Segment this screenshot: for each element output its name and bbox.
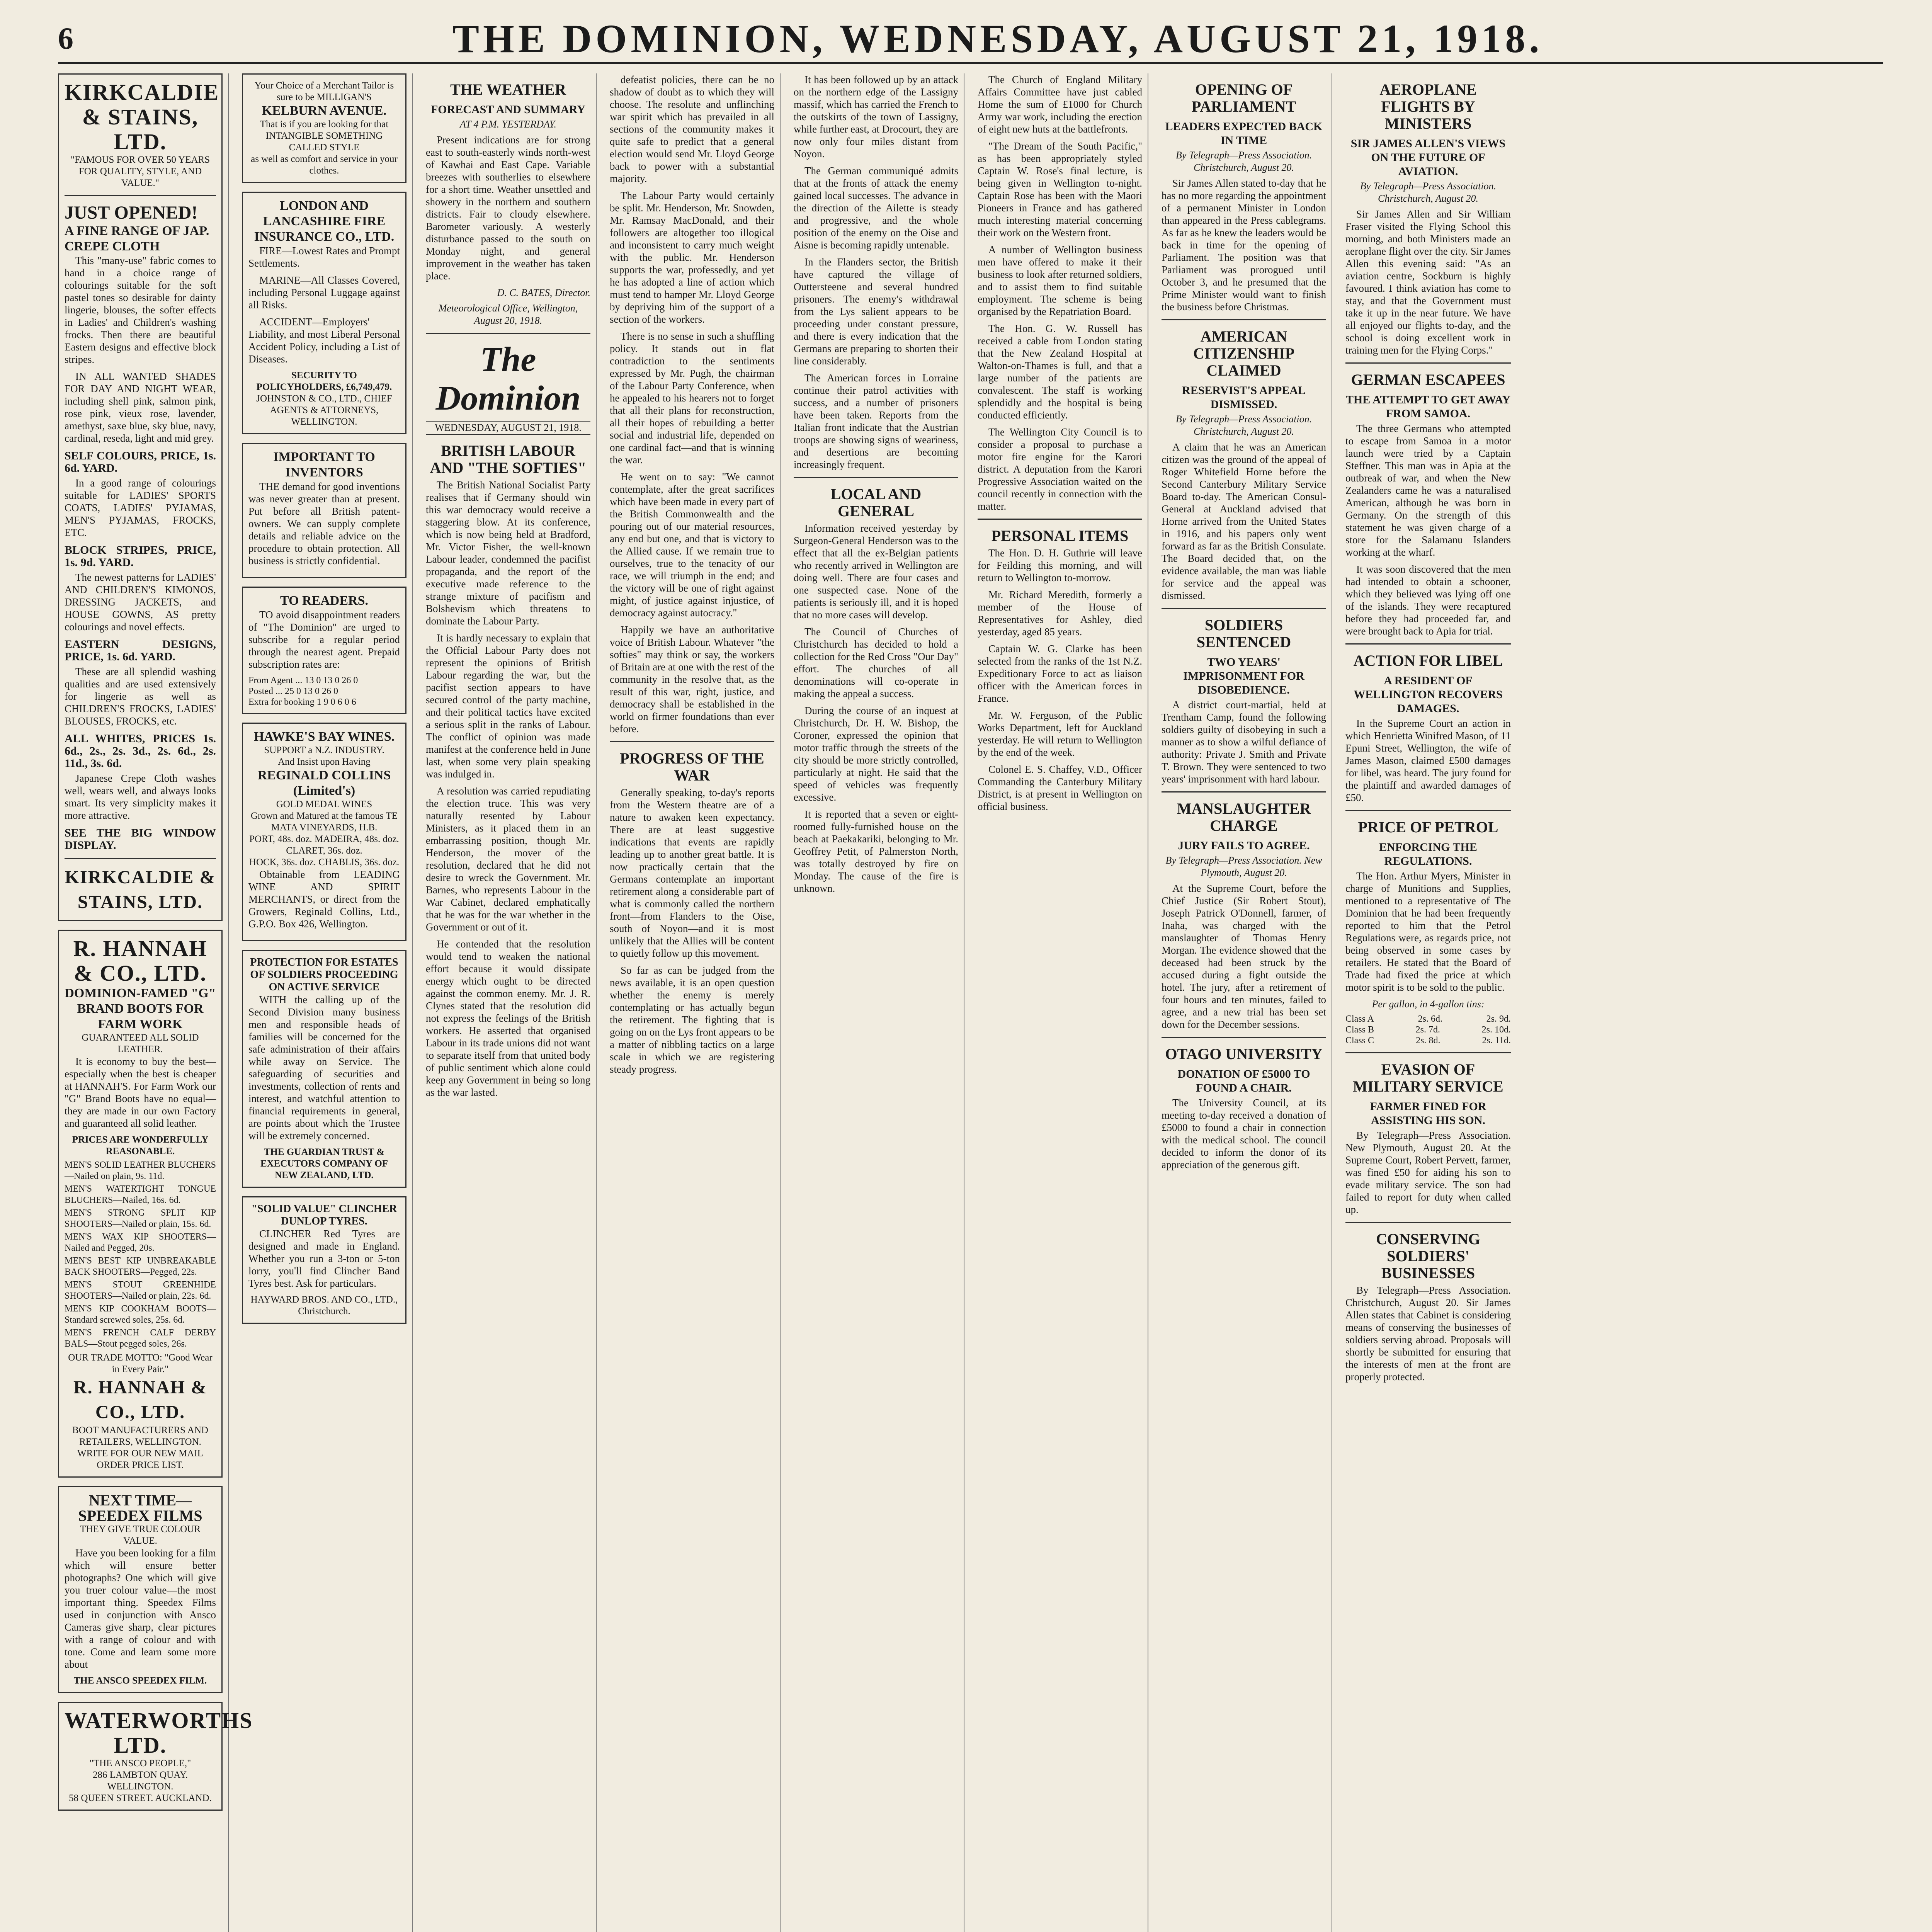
list-item: MEN'S WAX KIP SHOOTERS—Nailed and Pegged, 20s. — [65, 1232, 216, 1253]
list-item: MEN'S STOUT GREENHIDE SHOOTERS—Nailed or plain, 22s. 6d. — [65, 1280, 216, 1301]
ad-title: NEXT TIME—SPEEDEX FILMS — [78, 1492, 202, 1524]
petrol-table — [1345, 1014, 1511, 1046]
paragraph: The American forces in Lorraine continue their patrol activities with success, and a number of prisoners have been taken. Reports from the Italian front indicate that the Austrian troops are showing signs of weariness, and desertions are becoming increasingly frequent. — [794, 372, 958, 470]
ad-paragraph: IN ALL WANTED SHADES FOR DAY AND NIGHT WEAR, including shell pink, salmon pink, rose pink, vieux rose, lavender, amethyst, saxe blue, sky blue, navy, cardinal, reseda, light and mid grey. — [65, 371, 216, 444]
paragraph: At the Supreme Court, before the Chief Justice (Sir Robert Stout), Joseph Patrick O'Donnell, farmer, of Inaha, was charged with the manslaughter of Thomas Henry Morgan. The evidence showed that the deceased had been struck by the accused during a fight outside the hotel. The jury, after a retirement of four hours and ten minutes, failed to agree, and a new trial has been set down for the December sessions. — [1162, 883, 1326, 1030]
paragraph: A district court-martial, held at Trentham Camp, found the following soldiers guilty of disobeying in such a manner as to show a wilful defiance of authority: Private J. Smith and Private T. Brown. They were sentenced to two years' imprisonment with hard labour. — [1162, 699, 1326, 785]
table-caption: Per gallon, in 4-gallon tins: — [1372, 998, 1485, 1010]
dateline: By Telegraph—Press Association. Christchurch, August 20. — [1175, 150, 1312, 173]
column-grid — [58, 73, 1883, 1932]
paragraph: The three Germans who attempted to escape from Samoa in a motor launch were tried by a Captain Steffner. This man was in Apia at the outbreak of war, and when the New Zealanders came he was a naturalised American, although he was born in Germany. On the strength of this statement he was given charge of a store for the Salamanu Islanders working at the wharf. — [1345, 423, 1511, 558]
table-cell: Class B — [1345, 1025, 1374, 1035]
ad-inventors — [242, 443, 406, 578]
section-subheading: RESERVIST'S APPEAL DISMISSED. — [1182, 384, 1306, 411]
ad-line: That is if you are looking for that INTANGIBLE SOMETHING CALLED STYLE — [260, 119, 389, 153]
price-line: ALL WHITES, PRICES 1s. 6d., 2s., 2s. 3d., 2s. 6d., 2s. 11d., 3s. 6d. — [65, 732, 216, 770]
ad-title: HAWKE'S BAY WINES. — [253, 730, 395, 744]
table-row — [1345, 1024, 1511, 1035]
paper-date: WEDNESDAY, AUGUST 21, 1918. — [426, 421, 590, 435]
column-7 — [1162, 73, 1332, 1932]
ad-paragraph: It is economy to buy the best—especially when the best is cheaper at HANNAH'S. For Farm Work our "G" Brand Boots have no equal—they are made in our own Factory and guaranteed all solid leather. — [65, 1056, 216, 1129]
ad-footer: KIRKCALDIE & STAINS, LTD. — [65, 867, 216, 912]
ad-paragraph: CLINCHER Red Tyres are designed and made in England. Whether you run a 3-ton or 5-ton lorry, you'll find Clincher Band Tyres best. Ask for particulars. — [248, 1228, 400, 1289]
paragraph: By Telegraph—Press Association. New Plymouth, August 20. At the Supreme Court, Robert Pervett, farmer, was fined £50 for aiding his son to evade military service. The son had failed to report for duty when called up. — [1345, 1129, 1511, 1215]
section-heading: PERSONAL ITEMS — [991, 527, 1129, 544]
table-row — [1345, 1014, 1511, 1024]
section-heading: OTAGO UNIVERSITY — [1165, 1045, 1323, 1063]
paragraph: A resolution was carried repudiating the election truce. This was very naturally resented by Labour Ministers, as it placed them in an embarrassing position, though Mr. Henderson, the mover of the resolution, declared that he did not desire to wreck the Government. Mr. Barnes, who represents Labour in the War Cabinet, declared emphatically that he was for the war whether in the Government or out of it. — [426, 785, 590, 933]
divider — [610, 741, 774, 742]
page-title: THE DOMINION, WEDNESDAY, AUGUST 21, 1918. — [452, 16, 1543, 61]
ad-line: And Insist upon Having — [278, 757, 371, 767]
ad-paragraph: This "many-use" fabric comes to hand in a choice range of colourings suitable for the soft pastel tones so desirable for dainty lingerie, blouses, the softer effects in Ladies' and Children's washing frocks. Then there are beautiful Eastern designs and effective block stripes. — [65, 255, 216, 365]
paragraph: The German communiqué admits that at the fronts of attack the enemy gained local successes. The advance in the direction of the Ailette is steady and progressive, and the whole position of the enemy on the Oise and Aisne is becoming rapidly untenable. — [794, 165, 958, 251]
section-heading: CONSERVING SOLDIERS' BUSINESSES — [1376, 1230, 1480, 1282]
ad-line: PORT, 48s. doz. MADEIRA, 48s. doz. — [249, 834, 399, 844]
paragraph: Sir James Allen stated to-day that he has no more regarding the appointment of a permanent Minister in London than appeared in the Press cablegrams. As far as he knew the leaders would be back in time for the opening of Parliament. The position was that Parliament was prorogued until October 3, and he presumed that the Prime Minister would want to finish the business before Christmas. — [1162, 177, 1326, 313]
paragraph: The Hon. D. H. Guthrie will leave for Feilding this morning, and will return to Wellington to-morrow. — [978, 547, 1142, 583]
table-cell: 2s. 6d. — [1418, 1014, 1442, 1024]
paragraph: The Hon. Arthur Myers, Minister in charge of Munitions and Supplies, mentioned to a representative of The Dominion that he had been frequently reported to him that the Petrol Regulations were, as regards price, not being observed in some cases by retailers. He stated that the Board of Trade had fixed the price at which motor spirit is to be sold to the public. — [1345, 870, 1511, 993]
paragraph: By Telegraph—Press Association. Christchurch, August 20. Sir James Allen states that Cabinet is considering means of conserving the businesses of soldiers serving abroad. Proposals will shortly be submitted for ensuring that the interests of men at the front are properly protected. — [1345, 1284, 1511, 1383]
ad-footer: HAYWARD BROS. AND CO., LTD., Christchurch. — [250, 1294, 398, 1316]
ad-line: as well as comfort and service in your clothes. — [251, 154, 398, 176]
ad-title: IMPORTANT TO INVENTORS — [273, 450, 375, 480]
ad-motto: OUR TRADE MOTTO: "Good Wear in Every Pair." — [68, 1352, 213, 1374]
divider — [1345, 810, 1511, 811]
ad-footer: R. HANNAH & CO., LTD. — [73, 1377, 207, 1422]
ad-tagline: "FAMOUS FOR OVER 50 YEARS FOR QUALITY, STYLE, AND VALUE." — [70, 155, 210, 188]
paragraph: In the Flanders sector, the British have captured the village of Outtersteene and several hundred prisoners. The enemy's withdrawal from the Lys salient appears to be proceeding under constant pressure, and there is every indication that the Germans are preparing to shorten their line considerably. — [794, 256, 958, 367]
paragraph: The Wellington City Council is to consider a proposal to purchase a motor fire engine for the Karori district. A deputation from the Karori Progressive Association waited on the council recently in connection with the matter. — [978, 426, 1142, 512]
section-subheading: FORECAST AND SUMMARY — [430, 103, 586, 116]
table-cell: 2s. 9d. — [1486, 1014, 1511, 1024]
column-1 — [58, 73, 253, 1932]
section-heading: OPENING OF PARLIAMENT — [1191, 81, 1296, 115]
ad-line: REGINALD COLLINS (Limited's) — [257, 768, 391, 798]
paragraph: It has been followed up by an attack on the northern edge of the Lassigny massif, which has carried the French to the outskirts of the town of Lassigny, while further east, at Drocourt, they are now only four miles distant from Noyon. — [794, 74, 958, 160]
ad-line: KELBURN AVENUE. — [262, 104, 387, 118]
ad-title: KIRKCALDIE & STAINS, LTD. — [65, 80, 219, 154]
page-number: 6 — [58, 21, 73, 56]
ad-title: TO READERS. — [280, 594, 368, 608]
price-line: SELF COLOURS, PRICE, 1s. 6d. YARD. — [65, 449, 216, 474]
paragraph: defeatist policies, there can be no shadow of doubt as to which they will choose. The resolute and unflinching war spirit which has prevailed in all sections of the community makes it quite safe to predict that a general election would send Mr. Lloyd George back to power with a substantial majority. — [610, 74, 774, 184]
column-8 — [1345, 73, 1516, 1932]
list-item: MEN'S WATERTIGHT TONGUE BLUCHERS—Nailed, 16s. 6d. — [65, 1184, 216, 1205]
price-line: BLOCK STRIPES, PRICE, 1s. 9d. YARD. — [65, 544, 216, 569]
price-line: SEE THE BIG WINDOW DISPLAY. — [65, 827, 216, 852]
section-heading: PRICE OF PETROL — [1358, 818, 1498, 836]
paragraph: The University Council, at its meeting to-day received a donation of £5000 to found a chair in connection with the medical school. The council decided to inform the donor of its appreciation of the generous gift. — [1162, 1097, 1326, 1170]
ad-kirkcaldie-stains — [58, 73, 223, 921]
ad-guardian-trust — [242, 950, 406, 1188]
dateline: By Telegraph—Press Association. Christchurch, August 20. — [1175, 413, 1312, 437]
paragraph: Sir James Allen and Sir William Fraser visited the Flying School this morning, and both Ministers made an aeroplane flight over the city. Sir James Allen this evening said: "As an aviation centre, Sockburn is highly favoured. I think aviation has come to stay, and that the Government must take it up in the near future. We have all enjoyed our flights to-day, and the school is doing excellent work in training men for the Flying Corps." — [1345, 208, 1511, 356]
ad-title: LONDON AND LANCASHIRE FIRE INSURANCE CO., LTD. — [254, 199, 395, 244]
section-heading: AMERICAN CITIZENSHIP CLAIMED — [1193, 328, 1295, 379]
ad-paragraph: In a good range of colourings suitable for LADIES' SPORTS COATS, LADIES' PYJAMAS, MEN'S PYJAMAS, FROCKS, ETC. — [65, 477, 216, 538]
ad-paragraph: MARINE—All Classes Covered, including Personal Luggage against all Risks. — [248, 274, 400, 311]
column-3 — [426, 73, 597, 1932]
ad-paragraph: Obtainable from LEADING WINE AND SPIRIT MERCHANTS, or direct from the Growers, Reginald Collins, Ltd., G.P.O. Box 426, Wellington. — [248, 869, 400, 930]
paragraph: The Council of Churches of Christchurch has decided to hold a collection for the Red Cross "Our Day" effort. The churches of all denominations will co-operate in making the appeal a success. — [794, 626, 958, 699]
ad-title: PROTECTION FOR ESTATES OF SOLDIERS PROCEEDING ON ACTIVE SERVICE — [250, 956, 398, 993]
divider — [65, 858, 216, 859]
ad-line: GOLD MEDAL WINES — [276, 799, 372, 810]
ad-paragraph: WITH the calling up of the Second Division many business men and responsible heads of families will be concerned for the safe administration of their affairs while away on Service. The safeguarding of securities and investments, collection of rents and interest, and watchful attention to financial requirements in general, are points about which the Trustee will be extremely concerned. — [248, 994, 400, 1141]
column-2 — [242, 73, 413, 1932]
section-heading: EVASION OF MILITARY SERVICE — [1353, 1061, 1503, 1095]
divider — [794, 477, 958, 478]
ad-address: 286 LAMBTON QUAY. WELLINGTON. — [92, 1770, 188, 1792]
paragraph: It was soon discovered that the men had intended to obtain a schooner, which they believed was lying off one of the islands. They were recaptured before they had proceeded far, and were brought back to Apia for trial. — [1345, 563, 1511, 637]
section-subheading: TWO YEARS' IMPRISONMENT FOR DISOBEDIENCE. — [1183, 656, 1304, 696]
list-item: MEN'S STRONG SPLIT KIP SHOOTERS—Nailed or plain, 15s. 6d. — [65, 1208, 216, 1229]
ad-prices-head: PRICES ARE WONDERFULLY REASONABLE. — [72, 1134, 209, 1156]
table-cell: 2s. 11d. — [1482, 1036, 1511, 1046]
ad-r-hannah — [58, 930, 223, 1478]
divider — [1162, 1037, 1326, 1038]
divider — [65, 195, 216, 196]
editorial-heading: BRITISH LABOUR AND "THE SOFTIES" — [430, 442, 587, 476]
paragraph: Colonel E. S. Chaffey, V.D., Officer Commanding the Canterbury Military District, is at present in Wellington on official business. — [978, 764, 1142, 812]
ad-line: Grown and Matured at the famous TE MATA VINEYARDS, H.B. — [251, 811, 398, 833]
ad-subheading: A FINE RANGE OF JAP. CREPE CLOTH — [65, 224, 209, 253]
section-heading: SOLDIERS SENTENCED — [1196, 616, 1291, 651]
weather-signature: D. C. BATES, Director. — [497, 287, 590, 298]
list-item: MEN'S KIP COOKHAM BOOTS—Standard screwed soles, 25s. 6d. — [65, 1304, 216, 1325]
paragraph: Happily we have an authoritative voice of British Labour. Whatever "the softies" may think or say, the workers of Britain are at one with the rest of the community in the resolve that, as the result of this war, right, justice, and democracy shall be established in the world on firmer foundations than ever before. — [610, 624, 774, 735]
ad-paragraph: Have you been looking for a film which will ensure better photographs? One which will give you truer colour value—the most important thing. Speedex Films used in conjunction with Ansco Cameras give sharp, clear pictures with a range of colour and with tone. Come and learn some more about — [65, 1547, 216, 1670]
section-heading: PROGRESS OF THE WAR — [620, 750, 764, 784]
price-line: EASTERN DESIGNS, PRICE, 1s. 6d. YARD. — [65, 638, 216, 663]
ad-tagline: "THE ANSCO PEOPLE," — [89, 1758, 191, 1769]
dateline: By Telegraph—Press Association. New Plymouth, August 20. — [1165, 855, 1322, 878]
list-item: MEN'S BEST KIP UNBREAKABLE BACK SHOOTERS—Pegged, 22s. — [65, 1256, 216, 1277]
divider — [1345, 1052, 1511, 1053]
ad-subheading: THEY GIVE TRUE COLOUR VALUE. — [80, 1524, 201, 1546]
ad-london-lancashire — [242, 192, 406, 434]
paper-name: The Dominion — [435, 340, 581, 417]
ad-footer: THE ANSCO SPEEDEX FILM. — [73, 1675, 207, 1686]
table-row: Extra for booking 1 9 0 6 0 6 — [248, 697, 356, 707]
paragraph: The Hon. G. W. Russell has received a cable from London stating that the New Zealand Hospital at Walton-on-Thames is full, and that a large number of the patients are convalescent. The staff is working splendidly and the hospital is being conducted efficiently. — [978, 323, 1142, 421]
ad-mail: WRITE FOR OUR NEW MAIL ORDER PRICE LIST. — [77, 1448, 203, 1470]
paragraph: A claim that he was an American citizen was the ground of the appeal of Roger Whitefield Horne before the Second Canterbury Military Service Board to-day. The American Consul-General at Auckland advised that Horne arrived from the United States in 1916, and his papers only went forward as far as the British Consulate. The Board decided that, on the evidence available, the man was liable for service and the appeal was dismissed. — [1162, 441, 1326, 601]
paragraph: Present indications are for strong east to south-easterly winds north-west of Kawhai and East Cape. Variable breezes with southerlies to elsewhere for a short time. Weather unsettled and showery in the northern and southern districts. Fair to cloudy elsewhere. Barometer variously. A westerly disturbance passed to the south on Monday night, and general improvement in the weather has taken place. — [426, 134, 590, 282]
ad-security: SECURITY TO POLICYHOLDERS, £6,749,479. — [256, 370, 392, 392]
section-heading: THE WEATHER — [450, 81, 566, 98]
ad-paragraph: ACCIDENT—Employers' Liability, and most Liberal Personal Accident Policy, including a List of Diseases. — [248, 316, 400, 365]
paragraph: The Church of England Military Affairs Committee have just cabled Home the sum of £1000 for Church Army war work, including the erection of eight new huts at the battlefronts. — [978, 74, 1142, 135]
table-cell: 2s. 10d. — [1481, 1025, 1511, 1035]
column-5 — [794, 73, 964, 1932]
masthead — [58, 15, 1883, 64]
table-cell: 2s. 8d. — [1416, 1036, 1440, 1046]
ad-guarantee: GUARANTEED ALL SOLID LEATHER. — [82, 1032, 199, 1054]
ad-line: CLARET, 36s. doz. — [286, 845, 362, 856]
table-row: From Agent ... 13 0 13 0 26 0 — [248, 675, 358, 685]
list-item: MEN'S FRENCH CALF DERBY BALS—Stout pegged soles, 26s. — [65, 1328, 216, 1349]
ad-paragraph: TO avoid disappointment readers of "The Dominion" are urged to subscribe for a regular period through the nearest agent. Prepaid subscription rates are: — [248, 609, 400, 670]
ad-waterworths — [58, 1702, 253, 1811]
price-list — [65, 1160, 216, 1350]
ad-title: R. HANNAH & CO., LTD. — [73, 936, 207, 986]
ad-subheading: DOMINION-FAMED "G" BRAND BOOTS FOR FARM WORK — [65, 986, 216, 1031]
section-heading: GERMAN ESCAPEES — [1351, 371, 1505, 388]
divider — [1345, 1222, 1511, 1223]
divider — [1162, 319, 1326, 320]
column-6 — [978, 73, 1148, 1932]
paragraph: It is reported that a seven or eight-roomed fully-furnished house on the beach at Paekakariki, belonging to Mr. Geoffrey Petit, of Palmerston North, was totally destroyed by fire on Monday. The cause of the fire is unknown. — [794, 808, 958, 894]
ad-paragraph: Japanese Crepe Cloth washes well, wears well, and always looks smart. Its very simplicity makes it more attractive. — [65, 772, 216, 821]
ad-hawkes-bay-wines — [242, 723, 406, 941]
table-cell: Class C — [1345, 1036, 1374, 1046]
section-subheading: ENFORCING THE REGULATIONS. — [1379, 841, 1477, 867]
table-row — [1345, 1035, 1511, 1046]
paragraph: Generally speaking, to-day's reports from the Western theatre are of a nature to awaken keen expectancy. There are at least suggestive indications that events are rapidly leading up to another great battle. It is now practically certain that the Germans contemplate an important retirement along a considerable part of what is commonly called the northern front—from Flanders to the Oise, south of Noyon—and it is most unlikely that the Allies will be content to quietly follow up this movement. — [610, 787, 774, 959]
rates-table — [248, 675, 400, 707]
paragraph: A number of Wellington business men have offered to make it their business to look after returned soldiers, and to assist them to find suitable employment. The scheme is being organised by the Repatriation Board. — [978, 244, 1142, 317]
paragraph: Mr. W. Ferguson, of the Public Works Department, left for Auckland yesterday. He will return to Wellington by the end of the week. — [978, 709, 1142, 758]
divider — [978, 519, 1142, 520]
weather-office: Meteorological Office, Wellington, August 20, 1918. — [438, 303, 578, 326]
paragraph: "The Dream of the South Pacific," as has been appropriately styled Captain W. Rose's final lecture, is being given in Wellington to-night. Captain Rose has been with the Maori Pioneers in France and has gathered much interesting material concerning their work on the Western front. — [978, 140, 1142, 238]
section-subheading: SIR JAMES ALLEN'S VIEWS ON THE FUTURE OF AVIATION. — [1350, 137, 1506, 178]
paragraph: He contended that the resolution would tend to weaken the national effort because it would dissipate energy which ought to be directed against the common enemy. Mr. J. R. Clynes stated that the resolution did not express the feelings of the British workers. He asserted that organised Labour in its trade unions did not want to separate itself from that united body of public sentiment which alone could keep any Government in being so long as the war lasted. — [426, 938, 590, 1098]
ad-clincher-tyres — [242, 1196, 406, 1324]
table-row: Posted ... 25 0 13 0 26 0 — [248, 686, 338, 696]
table-cell: Class A — [1345, 1014, 1374, 1024]
paragraph: It is hardly necessary to explain that the Official Labour Party does not represent the opinions of British Labour regarding the war, but the pacifist section appears to have secured control of the party machine, and their political tactics have excited a serious split in the ranks of Labour. The conflict of opinion was made manifest at the conference held in June last, when some very plain speaking was indulged in. — [426, 632, 590, 780]
paragraph: In the Supreme Court an action in which Henrietta Winifred Mason, of 11 Epuni Street, Wellington, the wife of James Mason, claimed £500 damages for libel, was heard. The jury found for the plaintiff and awarded damages of £50. — [1345, 718, 1511, 803]
ad-footer: THE GUARDIAN TRUST & EXECUTORS COMPANY OF NEW ZEALAND, LTD. — [260, 1147, 388, 1180]
ad-paragraph: The newest patterns for LADIES' AND CHILDREN'S KIMONOS, DRESSING JACKETS, and HOUSE GOWNS, AS pretty colourings and novel effects. — [65, 571, 216, 633]
weather-time: AT 4 P.M. YESTERDAY. — [460, 119, 556, 130]
paragraph: The Labour Party would certainly be split. Mr. Henderson, Mr. Snowden, Mr. Ramsay MacDonald, and their followers are altogether too illogical and inconsistent to carry much weight with the public. Mr. Henderson supports the war, professedly, and yet he has adopted a line of action which must tend to hamper Mr. Lloyd George by depriving him of the support of a section of the workers. — [610, 190, 774, 325]
paragraph: Mr. Richard Meredith, formerly a member of the House of Representatives for Ashley, died yesterday, aged 85 years. — [978, 589, 1142, 638]
ad-paragraph: THE demand for good inventions was never greater than at present. Put before all British patent-owners. We can supply complete details and reliable advice on the procedure to obtain protection. All business is strictly confidential. — [248, 481, 400, 566]
divider — [426, 333, 590, 334]
section-subheading: DONATION OF £5000 TO FOUND A CHAIR. — [1177, 1068, 1310, 1094]
ad-subheading: SUPPORT a N.Z. INDUSTRY. — [264, 745, 384, 755]
section-heading: LOCAL AND GENERAL — [830, 485, 922, 520]
divider — [1345, 643, 1511, 645]
ad-footer: JOHNSTON & CO., LTD., CHIEF AGENTS & ATTORNEYS, WELLINGTON. — [256, 393, 392, 427]
ad-paragraph: These are all splendid washing qualities and are used extensively for lingerie as well as CHILDREN'S FROCKS, LADIES' BLOUSES, FROCKS, etc. — [65, 666, 216, 727]
paragraph: Information received yesterday by Surgeon-General Henderson was to the effect that all the ex-Belgian patients who recently arrived in Wellington are doing well. There are four cases and one suspected case. None of the patients is seriously ill, and it is hoped that no more cases will develop. — [794, 522, 958, 621]
divider — [1162, 791, 1326, 793]
section-heading: MANSLAUGHTER CHARGE — [1177, 800, 1311, 834]
divider — [1345, 362, 1511, 364]
section-heading: AEROPLANE FLIGHTS BY MINISTERS — [1379, 81, 1477, 132]
ad-address: 58 QUEEN STREET. AUCKLAND. — [69, 1793, 212, 1803]
section-heading: ACTION FOR LIBEL — [1353, 652, 1503, 669]
paragraph: The British National Socialist Party realises that if Germany should win this war democracy would receive a staggering blow. At its conference, which is now being held at Bradford, Mr. Victor Fisher, the well-known Labour leader, condemned the pacifist propaganda, and the report of the executive made reference to the strange mixture of pacifism and Bolshevism which threatens to dominate the Labour Party. — [426, 479, 590, 627]
table-cell: 2s. 7d. — [1415, 1025, 1440, 1035]
section-subheading: THE ATTEMPT TO GET AWAY FROM SAMOA. — [1345, 393, 1511, 420]
section-subheading: A RESIDENT OF WELLINGTON RECOVERS DAMAGES. — [1354, 674, 1503, 715]
ad-title: WATERWORTHS LTD. — [65, 1708, 253, 1758]
ad-to-readers — [242, 587, 406, 714]
paragraph: So far as can be judged from the news available, it is an open question whether the enemy is merely contemplating or has actually begun the retirement. The fighting that is going on on the Lys front appears to be a matter of nibbling tactics on a large scale in which we are registering steady progress. — [610, 964, 774, 1075]
column-4 — [610, 73, 781, 1932]
section-subheading: JURY FAILS TO AGREE. — [1178, 839, 1310, 852]
paragraph: He went on to say: "We cannot contemplate, after the great sacrifices which have been made in every part of the British Commonwealth and the pouring out of our material resources, any end but one, and that is victory to the Allied cause. If we remain true to ourselves, true to the tenacity of our race, we will triumph in the end; and the victory will be one of right against might, of justice against injustice, of democracy against autocracy." — [610, 471, 774, 619]
ad-paragraph: FIRE—Lowest Rates and Prompt Settlements. — [248, 245, 400, 269]
ad-title: "SOLID VALUE" CLINCHER DUNLOP TYRES. — [251, 1203, 397, 1227]
ad-footer-sub: BOOT MANUFACTURERS AND RETAILERS, WELLINGTON. — [72, 1425, 208, 1447]
ad-heading: JUST OPENED! — [65, 202, 198, 223]
paragraph: There is no sense in such a shuffling policy. It stands out in flat contradiction to the sentiments expressed by Mr. Pugh, the chairman of the Labour Party Conference, when he appealed to his hearers not to forget that all their plans for reconstruction, all their hopes of rebuilding a better social and industrial life, depended on one cardinal fact—and that is winning the war. — [610, 330, 774, 466]
dateline: By Telegraph—Press Association. Christchurch, August 20. — [1360, 180, 1497, 204]
ad-line: HOCK, 36s. doz. CHABLIS, 36s. doz. — [249, 857, 400, 867]
section-subheading: LEADERS EXPECTED BACK IN TIME — [1165, 120, 1323, 147]
ad-speedex-films — [58, 1486, 223, 1693]
divider — [1162, 608, 1326, 609]
ad-milligans — [242, 73, 406, 183]
section-subheading: FARMER FINED FOR ASSISTING HIS SON. — [1370, 1100, 1486, 1127]
ad-line: Your Choice of a Merchant Tailor is sure to be MILLIGAN'S — [254, 80, 394, 102]
paragraph: During the course of an inquest at Christchurch, Dr. H. W. Bishop, the Coroner, expressed the opinion that motor traffic through the streets of the city should be more strictly controlled, particularly at night. He said that the speed of vehicles was frequently excessive. — [794, 705, 958, 803]
list-item: MEN'S SOLID LEATHER BLUCHERS—Nailed on plain, 9s. 11d. — [65, 1160, 216, 1181]
paragraph: Captain W. G. Clarke has been selected from the ranks of the 1st N.Z. Expeditionary Force to act as liaison officer with the American forces in France. — [978, 643, 1142, 704]
